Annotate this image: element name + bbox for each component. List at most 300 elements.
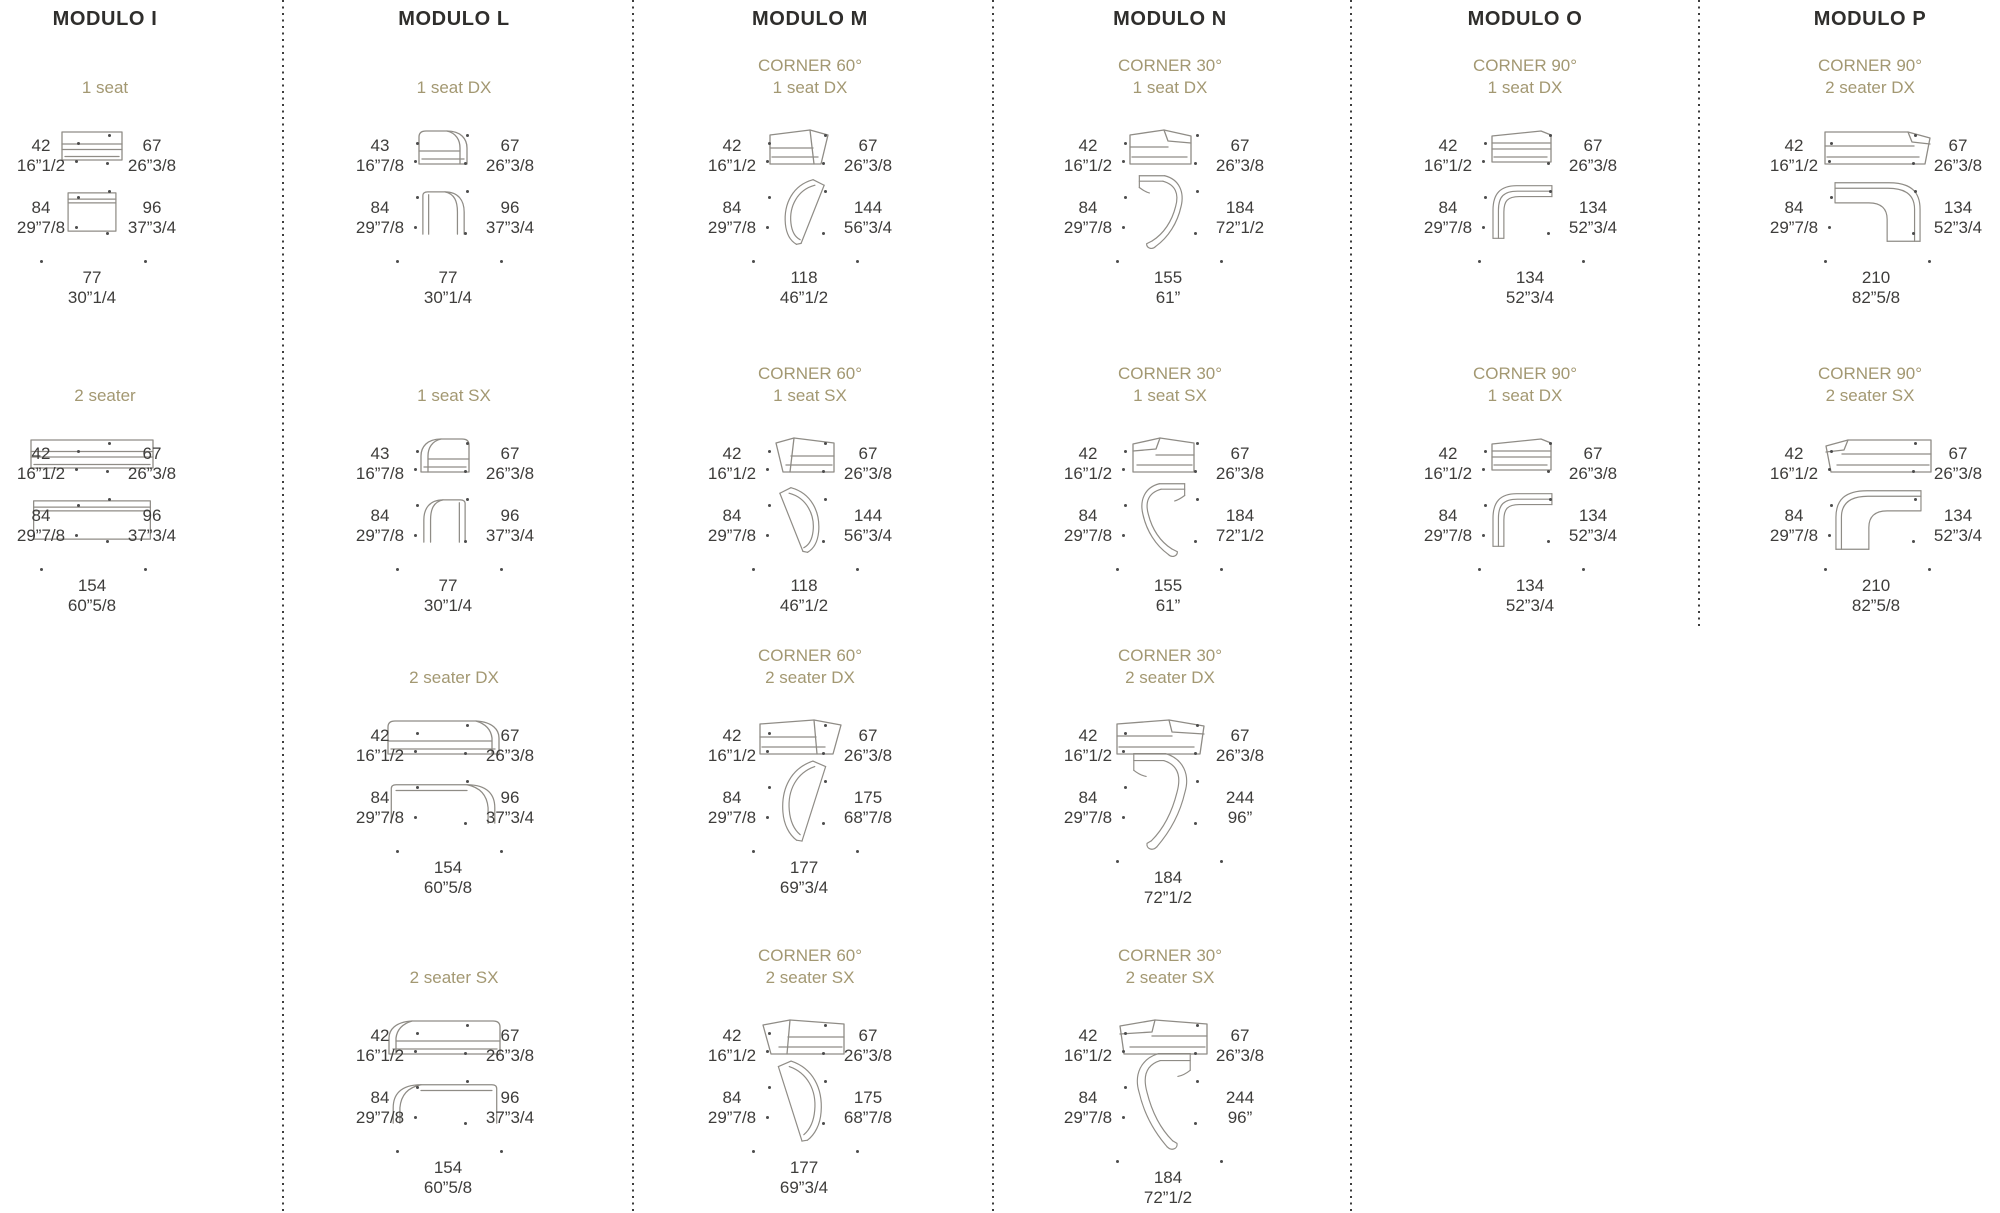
dim-overall-width-cm: 210 <box>1861 268 1891 287</box>
dim-tick-dot <box>464 752 467 755</box>
dim-tick-dot <box>824 1080 827 1083</box>
section-label-line2: 2 seater SX <box>1825 386 1915 405</box>
dim-width <box>1734 444 1854 484</box>
dim-tick-dot <box>1116 260 1119 263</box>
dim-depth-inches: 29”7/8 <box>355 808 405 827</box>
dim-tick-dot <box>1124 196 1127 199</box>
dim-height-inches: 26”3/8 <box>843 1046 893 1065</box>
section-label-line2: 1 seat DX <box>1132 78 1208 97</box>
dim-tick-dot <box>822 540 825 543</box>
section-label-line1: CORNER 30° <box>1117 946 1223 965</box>
dim-tick-dot <box>1122 1116 1125 1119</box>
dim-tick-dot <box>77 196 80 199</box>
dim-depth-inches: 29”7/8 <box>355 1108 405 1127</box>
dim-overall-width-cm: 184 <box>1153 868 1183 887</box>
dim-tick-dot <box>416 450 419 453</box>
dim-height-inches: 26”3/8 <box>1933 464 1983 483</box>
dim-width-cm: 42 <box>722 444 742 463</box>
dim-tick-dot <box>414 160 417 163</box>
dim-width-inches: 16”1/2 <box>16 464 66 483</box>
dim-tick-dot <box>144 568 147 571</box>
dim-tick-dot <box>1484 142 1487 145</box>
dim-tick-dot <box>75 468 78 471</box>
module-section <box>632 50 992 350</box>
dim-tick-dot <box>856 568 859 571</box>
dim-tick-dot <box>396 260 399 263</box>
dim-overall-width-cm: 154 <box>433 858 463 877</box>
section-label-line2: 1 seat DX <box>416 78 492 97</box>
dim-diagonal <box>1180 1088 1300 1128</box>
dim-width-inches: 16”1/2 <box>355 1046 405 1065</box>
dim-depth <box>0 506 101 546</box>
dim-tick-dot <box>1582 568 1585 571</box>
dim-height <box>1898 136 2000 176</box>
dim-overall-width-inches: 60”5/8 <box>423 1178 473 1197</box>
dim-width-inches: 16”1/2 <box>1423 464 1473 483</box>
dim-diagonal-cm: 134 <box>1578 506 1608 525</box>
column-title: MODULO L <box>398 8 510 30</box>
dim-tick-dot <box>1830 142 1833 145</box>
dim-tick-dot <box>1196 498 1199 501</box>
dim-height-cm: 67 <box>500 726 520 745</box>
dim-height <box>450 1026 570 1066</box>
dim-width-inches: 16”1/2 <box>1063 1046 1113 1065</box>
dim-height <box>1533 444 1653 484</box>
dim-height-cm: 67 <box>1230 136 1250 155</box>
dim-tick-dot <box>824 134 827 137</box>
module-section <box>282 50 632 350</box>
section-label-line2: 1 seat SX <box>417 386 491 405</box>
dim-tick-dot <box>77 450 80 453</box>
dim-tick-dot <box>1928 568 1931 571</box>
dim-tick-dot <box>1196 190 1199 193</box>
dim-width-inches: 16”1/2 <box>1063 746 1113 765</box>
dim-height-inches: 26”3/8 <box>1215 156 1265 175</box>
dim-diagonal <box>1180 198 1300 238</box>
dim-width <box>672 444 792 484</box>
module-section <box>282 940 632 1213</box>
dim-diagonal-cm: 175 <box>853 1088 883 1107</box>
dim-tick-dot <box>1912 470 1915 473</box>
dim-diagonal-cm: 134 <box>1578 198 1608 217</box>
dim-depth <box>320 1088 440 1128</box>
dim-tick-dot <box>824 442 827 445</box>
dim-depth-cm: 84 <box>31 506 51 525</box>
dim-tick-dot <box>768 196 771 199</box>
dim-tick-dot <box>414 226 417 229</box>
dim-tick-dot <box>106 470 109 473</box>
dim-width-inches: 16”1/2 <box>16 156 66 175</box>
dim-width <box>1028 444 1148 484</box>
section-label-line1: CORNER 30° <box>1117 56 1223 75</box>
dim-depth <box>672 1088 792 1128</box>
dim-height <box>1898 444 2000 484</box>
dim-tick-dot <box>1914 442 1917 445</box>
dim-tick-dot <box>108 498 111 501</box>
dim-depth <box>320 788 440 828</box>
dim-tick-dot <box>1484 450 1487 453</box>
dim-tick-dot <box>824 780 827 783</box>
section-label-line2: 1 seat SX <box>1133 386 1207 405</box>
dim-depth-cm: 84 <box>722 506 742 525</box>
dim-diagonal-inches: 52”3/4 <box>1933 218 1983 237</box>
dim-overall-width <box>32 576 152 616</box>
column-title: MODULO O <box>1467 8 1583 30</box>
dim-depth <box>1028 788 1148 828</box>
column-divider <box>1350 0 1352 1213</box>
dim-width-cm: 42 <box>1078 726 1098 745</box>
dim-tick-dot <box>822 752 825 755</box>
dim-depth-inches: 29”7/8 <box>1769 218 1819 237</box>
dim-width-cm: 42 <box>31 444 51 463</box>
dim-height-cm: 67 <box>1583 444 1603 463</box>
section-label-line2: 2 seater SX <box>1125 968 1215 987</box>
dim-tick-dot <box>766 1050 769 1053</box>
section-label-line1: CORNER 60° <box>757 646 863 665</box>
dim-tick-dot <box>1122 468 1125 471</box>
dim-tick-dot <box>768 504 771 507</box>
dim-depth-inches: 29”7/8 <box>707 526 757 545</box>
dim-tick-dot <box>824 1024 827 1027</box>
dim-width <box>1028 136 1148 176</box>
dim-depth-cm: 84 <box>1078 788 1098 807</box>
dim-width-inches: 16”1/2 <box>707 746 757 765</box>
dim-depth-inches: 29”7/8 <box>1063 526 1113 545</box>
dim-tick-dot <box>1484 196 1487 199</box>
dim-height-inches: 26”3/8 <box>1215 746 1265 765</box>
dim-diagonal-cm: 175 <box>853 788 883 807</box>
dim-height-cm: 67 <box>500 444 520 463</box>
dim-tick-dot <box>1582 260 1585 263</box>
dim-height-inches: 26”3/8 <box>1215 464 1265 483</box>
dim-depth-cm: 84 <box>1078 198 1098 217</box>
dim-width-inches: 16”7/8 <box>355 156 405 175</box>
dim-overall-width-cm: 154 <box>77 576 107 595</box>
dim-tick-dot <box>464 1052 467 1055</box>
dim-width-cm: 42 <box>722 726 742 745</box>
dim-tick-dot <box>1547 162 1550 165</box>
module-section <box>992 50 1350 350</box>
dim-tick-dot <box>75 160 78 163</box>
dim-overall-width-inches: 46”1/2 <box>779 596 829 615</box>
dim-depth-cm: 84 <box>1784 198 1804 217</box>
dim-overall-width-inches: 82”5/8 <box>1851 596 1901 615</box>
dim-diagonal <box>808 1088 928 1128</box>
dim-overall-width <box>388 858 508 898</box>
dim-diagonal <box>450 506 570 546</box>
dim-tick-dot <box>1122 750 1125 753</box>
section-label-line1: CORNER 90° <box>1472 364 1578 383</box>
dim-tick-dot <box>1482 226 1485 229</box>
dim-height <box>92 136 212 176</box>
dim-depth-inches: 29”7/8 <box>1423 526 1473 545</box>
section-label-line2: 2 seater DX <box>409 668 499 687</box>
dim-tick-dot <box>1220 860 1223 863</box>
dim-tick-dot <box>466 190 469 193</box>
dim-overall-width-inches: 46”1/2 <box>779 288 829 307</box>
dim-diagonal-inches: 37”3/4 <box>485 808 535 827</box>
dim-tick-dot <box>500 1150 503 1153</box>
dim-overall-width <box>1816 268 1936 308</box>
dim-tick-dot <box>500 850 503 853</box>
dim-tick-dot <box>1124 1032 1127 1035</box>
module-section <box>992 358 1350 658</box>
dim-tick-dot <box>824 190 827 193</box>
section-label-line2: 2 seater SX <box>765 968 855 987</box>
column-divider <box>632 0 634 1213</box>
dim-depth-cm: 84 <box>1438 198 1458 217</box>
dim-diagonal-cm: 96 <box>500 788 520 807</box>
dim-depth <box>0 198 101 238</box>
dim-diagonal-inches: 37”3/4 <box>485 218 535 237</box>
section-label-line2: 2 seater DX <box>1125 668 1215 687</box>
dim-width-cm: 42 <box>1078 1026 1098 1045</box>
dim-diagonal-cm: 96 <box>500 506 520 525</box>
dim-tick-dot <box>856 850 859 853</box>
dim-tick-dot <box>1194 162 1197 165</box>
dim-height-inches: 26”3/8 <box>485 464 535 483</box>
module-section <box>1350 50 1698 350</box>
dim-tick-dot <box>1122 226 1125 229</box>
dim-tick-dot <box>1547 232 1550 235</box>
dim-tick-dot <box>822 822 825 825</box>
dim-tick-dot <box>464 162 467 165</box>
dim-depth-inches: 29”7/8 <box>16 218 66 237</box>
dim-depth <box>1388 506 1508 546</box>
dim-tick-dot <box>1124 786 1127 789</box>
dim-diagonal <box>808 788 928 828</box>
dim-tick-dot <box>1824 568 1827 571</box>
dim-tick-dot <box>75 534 78 537</box>
dim-depth <box>1028 198 1148 238</box>
module-column <box>282 0 632 1213</box>
dim-diagonal-inches: 68”7/8 <box>843 808 893 827</box>
dim-tick-dot <box>768 142 771 145</box>
dim-width <box>1734 136 1854 176</box>
module-column <box>992 0 1350 1213</box>
dim-width-cm: 42 <box>722 136 742 155</box>
module-section <box>282 640 632 940</box>
dim-tick-dot <box>1116 568 1119 571</box>
dim-tick-dot <box>1194 470 1197 473</box>
module-section <box>1350 358 1698 658</box>
dim-tick-dot <box>464 470 467 473</box>
dim-overall-width-inches: 72”1/2 <box>1143 888 1193 907</box>
dim-width-cm: 42 <box>1438 136 1458 155</box>
dim-tick-dot <box>1828 160 1831 163</box>
dim-overall-width-cm: 155 <box>1153 268 1183 287</box>
dim-tick-dot <box>1830 504 1833 507</box>
dim-width-cm: 42 <box>1784 444 1804 463</box>
dim-diagonal-inches: 37”3/4 <box>127 218 177 237</box>
dim-height-inches: 26”3/8 <box>843 156 893 175</box>
dim-tick-dot <box>40 568 43 571</box>
module-column <box>1698 0 2000 1213</box>
dim-depth <box>672 198 792 238</box>
dim-overall-width-cm: 184 <box>1153 1168 1183 1187</box>
dim-width-inches: 16”1/2 <box>1423 156 1473 175</box>
dim-depth-inches: 29”7/8 <box>1423 218 1473 237</box>
dim-tick-dot <box>766 226 769 229</box>
column-divider <box>1698 0 1700 628</box>
dim-depth <box>1734 506 1854 546</box>
dim-tick-dot <box>1478 568 1481 571</box>
dim-tick-dot <box>1122 1050 1125 1053</box>
dim-tick-dot <box>466 498 469 501</box>
section-label-line1: CORNER 90° <box>1817 364 1923 383</box>
column-title: MODULO I <box>52 8 158 30</box>
dim-overall-width-inches: 60”5/8 <box>423 878 473 897</box>
dim-tick-dot <box>768 450 771 453</box>
dim-tick-dot <box>464 540 467 543</box>
dim-overall-width <box>744 576 864 616</box>
dim-diagonal <box>1533 198 1653 238</box>
dim-overall-width <box>388 268 508 308</box>
dim-tick-dot <box>1194 232 1197 235</box>
dim-tick-dot <box>1549 498 1552 501</box>
dim-width <box>320 726 440 766</box>
dim-width-cm: 42 <box>1784 136 1804 155</box>
dim-overall-width-inches: 72”1/2 <box>1143 1188 1193 1207</box>
dim-diagonal-inches: 96” <box>1227 1108 1253 1127</box>
dim-width-inches: 16”7/8 <box>355 464 405 483</box>
dim-overall-width-inches: 30”1/4 <box>67 288 117 307</box>
dim-diagonal <box>1180 506 1300 546</box>
dim-overall-width <box>1470 268 1590 308</box>
dim-depth-inches: 29”7/8 <box>355 218 405 237</box>
dim-diagonal <box>450 788 570 828</box>
dim-tick-dot <box>766 1116 769 1119</box>
column-title: MODULO P <box>1813 8 1927 30</box>
dim-width-cm: 42 <box>1438 444 1458 463</box>
dim-width <box>0 444 101 484</box>
dim-tick-dot <box>766 534 769 537</box>
dim-depth-cm: 84 <box>1438 506 1458 525</box>
dim-tick-dot <box>396 1150 399 1153</box>
dim-tick-dot <box>768 732 771 735</box>
dim-tick-dot <box>414 1050 417 1053</box>
dim-tick-dot <box>1912 232 1915 235</box>
dim-overall-width-inches: 30”1/4 <box>423 288 473 307</box>
dim-depth-inches: 29”7/8 <box>707 808 757 827</box>
section-label-line2: 1 seat <box>81 78 129 97</box>
dim-tick-dot <box>766 468 769 471</box>
dim-overall-width-cm: 134 <box>1515 576 1545 595</box>
module-section <box>992 640 1350 940</box>
dim-tick-dot <box>1482 534 1485 537</box>
dim-tick-dot <box>822 470 825 473</box>
dim-tick-dot <box>752 568 755 571</box>
dim-tick-dot <box>1220 260 1223 263</box>
dim-tick-dot <box>77 504 80 507</box>
dim-tick-dot <box>416 1032 419 1035</box>
dim-diagonal-inches: 52”3/4 <box>1933 526 1983 545</box>
section-label-line1: CORNER 60° <box>757 946 863 965</box>
dim-overall-width-cm: 118 <box>790 576 818 595</box>
column-title: MODULO N <box>1113 8 1227 30</box>
dim-tick-dot <box>106 540 109 543</box>
module-section <box>632 640 992 940</box>
dim-tick-dot <box>1196 724 1199 727</box>
section-label-line1: CORNER 90° <box>1472 56 1578 75</box>
dim-overall-width <box>32 268 152 308</box>
section-label-line1: CORNER 30° <box>1117 646 1223 665</box>
dim-depth-cm: 84 <box>370 198 390 217</box>
section-label-line1: CORNER 90° <box>1817 56 1923 75</box>
dim-tick-dot <box>414 816 417 819</box>
dim-width-inches: 16”1/2 <box>1769 156 1819 175</box>
dim-width <box>320 136 440 176</box>
dim-tick-dot <box>464 822 467 825</box>
dim-tick-dot <box>1122 534 1125 537</box>
dim-depth-inches: 29”7/8 <box>707 218 757 237</box>
dim-width <box>672 136 792 176</box>
dim-tick-dot <box>1912 162 1915 165</box>
module-column <box>632 0 992 1213</box>
dim-height <box>1533 136 1653 176</box>
dim-tick-dot <box>414 750 417 753</box>
dim-tick-dot <box>1122 816 1125 819</box>
dim-overall-width-cm: 155 <box>1153 576 1183 595</box>
dim-tick-dot <box>416 196 419 199</box>
column-divider <box>992 0 994 1213</box>
dim-tick-dot <box>466 134 469 137</box>
dim-tick-dot <box>766 750 769 753</box>
dim-tick-dot <box>1549 134 1552 137</box>
dim-depth-inches: 29”7/8 <box>1769 526 1819 545</box>
dim-tick-dot <box>822 1052 825 1055</box>
dim-width <box>320 444 440 484</box>
section-label-line1: CORNER 60° <box>757 364 863 383</box>
dim-overall-width-cm: 154 <box>433 1158 463 1177</box>
dim-tick-dot <box>106 232 109 235</box>
dim-overall-width <box>388 1158 508 1198</box>
dim-tick-dot <box>752 1150 755 1153</box>
dim-overall-width <box>744 268 864 308</box>
dim-depth-inches: 29”7/8 <box>1063 1108 1113 1127</box>
dim-tick-dot <box>822 162 825 165</box>
dim-tick-dot <box>1547 540 1550 543</box>
dim-diagonal <box>808 506 928 546</box>
section-label-line2: 2 seater DX <box>1825 78 1915 97</box>
dim-tick-dot <box>1914 498 1917 501</box>
dim-depth-inches: 29”7/8 <box>707 1108 757 1127</box>
dim-tick-dot <box>77 142 80 145</box>
dim-height-cm: 67 <box>1583 136 1603 155</box>
dim-depth-cm: 84 <box>370 1088 390 1107</box>
dim-depth <box>1388 198 1508 238</box>
dim-tick-dot <box>500 568 503 571</box>
dim-tick-dot <box>1220 1160 1223 1163</box>
dim-tick-dot <box>752 260 755 263</box>
dim-height-cm: 67 <box>1230 444 1250 463</box>
dim-width-inches: 16”1/2 <box>707 464 757 483</box>
dim-tick-dot <box>856 260 859 263</box>
dim-diagonal-inches: 37”3/4 <box>485 526 535 545</box>
dim-diagonal-inches: 68”7/8 <box>843 1108 893 1127</box>
dim-tick-dot <box>1124 450 1127 453</box>
dim-tick-dot <box>1484 504 1487 507</box>
dim-tick-dot <box>416 732 419 735</box>
dim-tick-dot <box>1220 568 1223 571</box>
section-label-line1: CORNER 60° <box>757 56 863 75</box>
dim-overall-width-cm: 177 <box>789 1158 819 1177</box>
dim-tick-dot <box>766 816 769 819</box>
dim-height <box>808 136 928 176</box>
dim-tick-dot <box>1912 540 1915 543</box>
dim-height-inches: 26”3/8 <box>1933 156 1983 175</box>
dim-overall-width-cm: 77 <box>438 576 458 595</box>
